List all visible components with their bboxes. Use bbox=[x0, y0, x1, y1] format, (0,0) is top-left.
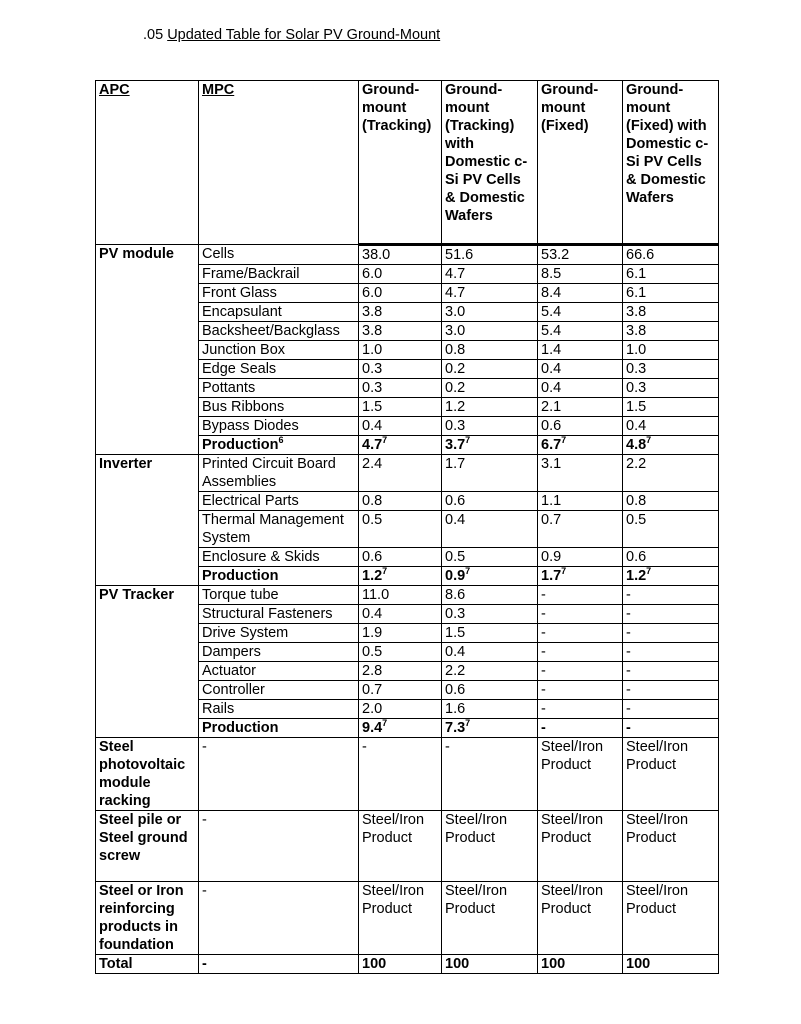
table-title: .05 Updated Table for Solar PV Ground-Mount bbox=[143, 27, 441, 43]
mpc-cell: Cells bbox=[199, 245, 359, 265]
mpc-cell: Rails bbox=[199, 700, 359, 719]
value-cell: 0.8 bbox=[623, 492, 719, 511]
mpc-cell: Enclosure & Skids bbox=[199, 548, 359, 567]
value-cell: - bbox=[623, 605, 719, 624]
value-cell: 2.2 bbox=[623, 455, 719, 492]
mpc-cell: Edge Seals bbox=[199, 360, 359, 379]
apc-cell: Inverter bbox=[96, 455, 199, 586]
cell-value: 3.7 bbox=[445, 437, 466, 453]
mpc-header: MPC bbox=[199, 81, 359, 245]
footnote-ref: 7 bbox=[465, 435, 471, 446]
value-cell: 8.6 bbox=[442, 586, 538, 605]
mpc-cell: - bbox=[199, 882, 359, 955]
mpc-production-cell bbox=[199, 436, 359, 455]
value-cell: 5.4 bbox=[538, 322, 623, 341]
footnote-ref: 7 bbox=[382, 566, 388, 577]
mpc-cell: - bbox=[199, 738, 359, 811]
value-cell: 0.7 bbox=[538, 511, 623, 548]
trk-row bbox=[96, 586, 719, 605]
value-cell: Steel/Iron Product bbox=[442, 882, 538, 955]
production-value-cell: - bbox=[623, 719, 719, 738]
mpc-cell: Torque tube bbox=[199, 586, 359, 605]
footnote-ref: 7 bbox=[465, 566, 471, 577]
production-value-cell bbox=[442, 567, 538, 586]
total-label: Total bbox=[96, 955, 199, 974]
value-cell: - bbox=[623, 681, 719, 700]
cell-value: 1.2 bbox=[362, 568, 383, 584]
value-cell: 0.3 bbox=[623, 360, 719, 379]
value-cell: Steel/Iron Product bbox=[442, 811, 538, 882]
value-cell: 1.0 bbox=[359, 341, 442, 360]
value-cell: 3.8 bbox=[359, 322, 442, 341]
production-value-cell: - bbox=[538, 719, 623, 738]
value-cell: 1.4 bbox=[538, 341, 623, 360]
steel-row bbox=[96, 882, 719, 955]
footnote-ref: 7 bbox=[646, 566, 652, 577]
production-value-cell bbox=[623, 436, 719, 455]
value-cell: - bbox=[359, 738, 442, 811]
mpc-production-cell: Production bbox=[199, 719, 359, 738]
cell-value: 4.8 bbox=[626, 437, 647, 453]
value-cell: - bbox=[623, 700, 719, 719]
mpc-cell: Drive System bbox=[199, 624, 359, 643]
value-cell: Steel/Iron Product bbox=[623, 738, 719, 811]
production-value-cell bbox=[623, 567, 719, 586]
value-cell: 1.6 bbox=[442, 700, 538, 719]
value-cell: 5.4 bbox=[538, 303, 623, 322]
value-cell: 3.8 bbox=[623, 303, 719, 322]
value-cell: 0.9 bbox=[538, 548, 623, 567]
value-cell: Steel/Iron Product bbox=[538, 738, 623, 811]
mpc-cell: Backsheet/Backglass bbox=[199, 322, 359, 341]
value-cell: 0.2 bbox=[442, 360, 538, 379]
value-cell: 6.0 bbox=[359, 284, 442, 303]
value-cell: 0.3 bbox=[442, 417, 538, 436]
production-value-cell bbox=[359, 436, 442, 455]
value-cell: 0.3 bbox=[359, 379, 442, 398]
cell-value: 0.9 bbox=[445, 568, 466, 584]
mpc-cell: Electrical Parts bbox=[199, 492, 359, 511]
mpc-cell: Encapsulant bbox=[199, 303, 359, 322]
production-value-cell bbox=[359, 719, 442, 738]
value-cell: 3.8 bbox=[359, 303, 442, 322]
mpc-cell: Front Glass bbox=[199, 284, 359, 303]
value-cell: 8.4 bbox=[538, 284, 623, 303]
production-value-cell bbox=[442, 436, 538, 455]
footnote-ref: 6 bbox=[278, 435, 284, 446]
value-cell: 0.7 bbox=[359, 681, 442, 700]
value-cell: 0.8 bbox=[359, 492, 442, 511]
value-cell: 0.2 bbox=[442, 379, 538, 398]
steel-row bbox=[96, 738, 719, 811]
mpc-cell: Pottants bbox=[199, 379, 359, 398]
value-cell: 3.0 bbox=[442, 322, 538, 341]
value-cell: 53.2 bbox=[538, 245, 623, 265]
value-cell: - bbox=[623, 586, 719, 605]
value-cell: - bbox=[442, 738, 538, 811]
mpc-cell: Printed Circuit Board Assemblies bbox=[199, 455, 359, 492]
value-cell: 0.4 bbox=[538, 379, 623, 398]
value-cell: 2.4 bbox=[359, 455, 442, 492]
value-cell: - bbox=[538, 662, 623, 681]
mpc-production-cell: Production bbox=[199, 567, 359, 586]
value-cell: 2.1 bbox=[538, 398, 623, 417]
cell-value: Production bbox=[202, 437, 279, 453]
footnote-ref: 7 bbox=[561, 435, 567, 446]
total-value-cell: 100 bbox=[359, 955, 442, 974]
footnote-ref: 7 bbox=[465, 718, 471, 729]
value-cell: 66.6 bbox=[623, 245, 719, 265]
footnote-ref: 7 bbox=[561, 566, 567, 577]
value-cell: 1.5 bbox=[442, 624, 538, 643]
production-value-cell bbox=[538, 567, 623, 586]
value-cell: Steel/Iron Product bbox=[359, 882, 442, 955]
production-value-cell bbox=[538, 436, 623, 455]
value-cell: 6.1 bbox=[623, 265, 719, 284]
col-header-fixed: Ground-mount (Fixed) bbox=[538, 81, 623, 245]
value-cell: 6.0 bbox=[359, 265, 442, 284]
col-header-tracking-domestic: Ground-mount (Tracking) with Domestic c-Si PV Cells & Domestic Wafers bbox=[442, 81, 538, 245]
value-cell: 0.5 bbox=[442, 548, 538, 567]
solar-pv-table bbox=[95, 80, 719, 974]
value-cell: 1.9 bbox=[359, 624, 442, 643]
mpc-cell: Dampers bbox=[199, 643, 359, 662]
value-cell: 0.4 bbox=[538, 360, 623, 379]
value-cell: 0.3 bbox=[359, 360, 442, 379]
value-cell: 1.5 bbox=[359, 398, 442, 417]
value-cell: Steel/Iron Product bbox=[359, 811, 442, 882]
value-cell: 1.1 bbox=[538, 492, 623, 511]
cell-value: 4.7 bbox=[362, 437, 383, 453]
mpc-cell: Junction Box bbox=[199, 341, 359, 360]
value-cell: 0.5 bbox=[359, 511, 442, 548]
value-cell: 51.6 bbox=[442, 245, 538, 265]
mpc-cell: - bbox=[199, 811, 359, 882]
value-cell: 1.7 bbox=[442, 455, 538, 492]
cell-value: 1.7 bbox=[541, 568, 562, 584]
value-cell: 0.6 bbox=[442, 681, 538, 700]
value-cell: 0.6 bbox=[538, 417, 623, 436]
value-cell: - bbox=[538, 643, 623, 662]
mpc-cell: Actuator bbox=[199, 662, 359, 681]
pv-row bbox=[96, 245, 719, 265]
apc-cell: Steel or Iron reinforcing products in foundation bbox=[96, 882, 199, 955]
total-row bbox=[96, 955, 719, 974]
value-cell: 0.4 bbox=[359, 605, 442, 624]
col-header-tracking: Ground-mount (Tracking) bbox=[359, 81, 442, 245]
value-cell: - bbox=[623, 662, 719, 681]
value-cell: - bbox=[538, 586, 623, 605]
value-cell: 4.7 bbox=[442, 284, 538, 303]
col-header-fixed-domestic: Ground-mount (Fixed) with Domestic c-Si PV Cells & Domestic Wafers bbox=[623, 81, 719, 245]
value-cell: Steel/Iron Product bbox=[623, 811, 719, 882]
footnote-ref: 7 bbox=[382, 718, 388, 729]
value-cell: 0.5 bbox=[623, 511, 719, 548]
cell-value: 1.2 bbox=[626, 568, 647, 584]
cell-value: 7.3 bbox=[445, 720, 466, 736]
value-cell: 0.5 bbox=[359, 643, 442, 662]
total-value-cell: 100 bbox=[623, 955, 719, 974]
mpc-cell: Bus Ribbons bbox=[199, 398, 359, 417]
value-cell: 6.1 bbox=[623, 284, 719, 303]
value-cell: 11.0 bbox=[359, 586, 442, 605]
cell-value: 9.4 bbox=[362, 720, 383, 736]
inv-row bbox=[96, 455, 719, 492]
apc-cell: Steel photovoltaic module racking bbox=[96, 738, 199, 811]
value-cell: 3.8 bbox=[623, 322, 719, 341]
value-cell: 0.6 bbox=[442, 492, 538, 511]
production-value-cell bbox=[359, 567, 442, 586]
value-cell: 0.3 bbox=[623, 379, 719, 398]
value-cell: - bbox=[538, 624, 623, 643]
value-cell: Steel/Iron Product bbox=[538, 882, 623, 955]
production-value-cell bbox=[442, 719, 538, 738]
value-cell: 2.0 bbox=[359, 700, 442, 719]
value-cell: 1.5 bbox=[623, 398, 719, 417]
mpc-cell: Controller bbox=[199, 681, 359, 700]
steel-row bbox=[96, 811, 719, 882]
value-cell: - bbox=[623, 643, 719, 662]
mpc-cell: Frame/Backrail bbox=[199, 265, 359, 284]
mpc-cell: Structural Fasteners bbox=[199, 605, 359, 624]
value-cell: 2.2 bbox=[442, 662, 538, 681]
apc-cell: PV Tracker bbox=[96, 586, 199, 738]
value-cell: 0.4 bbox=[359, 417, 442, 436]
value-cell: 38.0 bbox=[359, 245, 442, 265]
header-row bbox=[96, 81, 719, 245]
apc-header: APC bbox=[96, 81, 199, 245]
value-cell: 3.1 bbox=[538, 455, 623, 492]
value-cell: - bbox=[538, 681, 623, 700]
total-value-cell: 100 bbox=[538, 955, 623, 974]
value-cell: - bbox=[538, 700, 623, 719]
value-cell: 0.4 bbox=[442, 511, 538, 548]
cell-value: 6.7 bbox=[541, 437, 562, 453]
value-cell: 0.8 bbox=[442, 341, 538, 360]
value-cell: 1.0 bbox=[623, 341, 719, 360]
mpc-cell: Bypass Diodes bbox=[199, 417, 359, 436]
value-cell: 2.8 bbox=[359, 662, 442, 681]
footnote-ref: 7 bbox=[646, 435, 652, 446]
value-cell: 0.4 bbox=[623, 417, 719, 436]
value-cell: 1.2 bbox=[442, 398, 538, 417]
apc-cell: PV module bbox=[96, 245, 199, 455]
value-cell: 0.6 bbox=[359, 548, 442, 567]
value-cell: 0.3 bbox=[442, 605, 538, 624]
mpc-cell: Thermal Management System bbox=[199, 511, 359, 548]
value-cell: - bbox=[538, 605, 623, 624]
value-cell: - bbox=[623, 624, 719, 643]
value-cell: Steel/Iron Product bbox=[538, 811, 623, 882]
value-cell: 0.6 bbox=[623, 548, 719, 567]
footnote-ref: 7 bbox=[382, 435, 388, 446]
value-cell: 4.7 bbox=[442, 265, 538, 284]
value-cell: 0.4 bbox=[442, 643, 538, 662]
apc-cell: Steel pile or Steel ground screw bbox=[96, 811, 199, 882]
value-cell: Steel/Iron Product bbox=[623, 882, 719, 955]
mpc-cell: - bbox=[199, 955, 359, 974]
total-value-cell: 100 bbox=[442, 955, 538, 974]
value-cell: 8.5 bbox=[538, 265, 623, 284]
value-cell: 3.0 bbox=[442, 303, 538, 322]
